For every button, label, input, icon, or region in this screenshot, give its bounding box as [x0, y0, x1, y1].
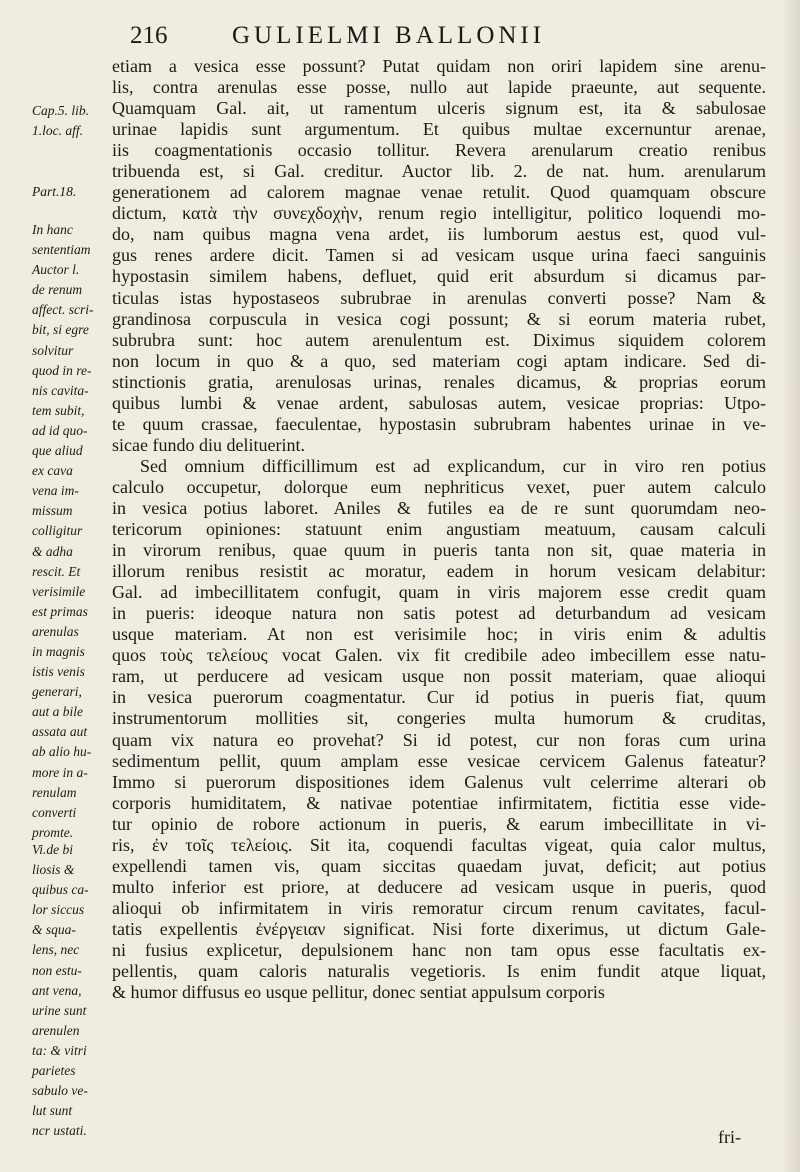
- margin-note-line: missum: [32, 503, 73, 519]
- margin-note-line: ab alio hu-: [32, 744, 92, 760]
- margin-note-line: ta: & vitri: [32, 1042, 87, 1058]
- text-line: multo inferior est priore, at deducere ad vesicam usque in pueris, quod: [112, 876, 766, 897]
- margin-note-cap: [32, 101, 112, 141]
- margin-note-line: urine sunt: [32, 1002, 87, 1018]
- margin-note-line: liosis &: [32, 862, 75, 878]
- text-line: gus renes ardere dicit. Tamen si ad vesicam usque urina faeci sanguinis: [112, 245, 766, 266]
- text-line: instrumentorum mollities sit, congeries multa humorum & cruditas,: [112, 708, 766, 729]
- margin-note-line: 1.loc. aff.: [32, 123, 83, 139]
- text-line: tericorum opiniones: statuunt enim angustiam meatuum, causam calculi: [112, 519, 766, 540]
- text-line: etiam a vesica esse possunt? Putat quidam non oriri lapidem sine arenu-: [112, 56, 766, 76]
- text-line: expellendi tamen vis, quam siccitas quaedam juvat, deficit; aut potius: [112, 855, 766, 876]
- margin-note-line: more in a-: [32, 764, 88, 780]
- margin-note-line: lut sunt: [32, 1103, 73, 1119]
- text-line: sicae fundo diu delituerint.: [112, 434, 305, 455]
- text-line: grandinosa corpuscula in vesica cogi possunt; & si eorum materia rubet,: [112, 308, 766, 329]
- margin-note-line: nis cavita-: [32, 382, 89, 398]
- text-line: stinctionis gratia, arenulosas urinas, renales dicamus, & proprias eorum: [112, 371, 766, 392]
- margin-note-line: lor siccus: [32, 902, 85, 918]
- text-line: quibus lumbi & venae ardent, sabulosas autem, vesicae proprias: Utpo-: [112, 392, 766, 413]
- text-line: usque materiam. At non est verisimile hoc; in viris enim & adultis: [112, 624, 766, 645]
- margin-note-line: assata aut: [32, 724, 88, 740]
- margin-note-line: Cap.5. lib.: [32, 103, 90, 118]
- margin-note-line: converti: [32, 804, 77, 820]
- margin-note-line: aut a bile: [32, 704, 83, 720]
- margin-note-line: arenulas: [32, 623, 79, 639]
- running-head: GULIELMI BALLONII: [232, 22, 546, 49]
- margin-note-line: & squa-: [32, 922, 76, 938]
- margin-note-line: tem subit,: [32, 402, 85, 418]
- body-text: [112, 56, 766, 1003]
- text-line: corporis humiditatem, & nativae potentiae infirmitatem, fictitia esse vide-: [112, 792, 766, 813]
- text-line: ticulas istas hypostaseos subrubrae in arenulas converti posse? Nam &: [112, 287, 766, 308]
- gutter-shadow: [782, 0, 800, 1172]
- text-line: iis coagmentationis occasio tollitur. Revera arenularum creatio renibus: [112, 140, 766, 161]
- text-line: do, nam quibus magna vena ardet, iis lumborum aestus est, quod vul-: [112, 224, 766, 245]
- text-line: generationem ad calorem magnae venae retulit. Quod quamquam obscure: [112, 182, 766, 203]
- margin-note-line: in magnis: [32, 643, 85, 659]
- margin-note-line: Auctor l.: [32, 262, 80, 278]
- margin-notes: [0, 0, 110, 1172]
- margin-note-line: verisimile: [32, 583, 86, 599]
- text-line: tur opinio de robore actionum in pueris, & earum imbecillitate in vi-: [112, 813, 766, 834]
- margin-note-line: rescit. Et: [32, 563, 81, 579]
- margin-note-line: istis venis: [32, 664, 85, 680]
- margin-note-line: est primas: [32, 603, 88, 619]
- text-line: lis, contra arenulas esse posse, nullo aut lapide praeunte, aut sequente.: [112, 77, 766, 98]
- margin-note-line: colligitur: [32, 523, 83, 539]
- text-line: Quamquam Gal. ait, ut ramentum ulceris signum est, ita & sabulosae: [112, 98, 766, 119]
- page-number: 216: [130, 22, 168, 49]
- text-line: calculo occupetur, dolorque eum nephriticus vexet, puer autem calculo: [112, 476, 766, 497]
- text-line: Gal. ad imbecillitatem confugit, quam in viris majorem esse credit quam: [112, 582, 766, 603]
- margin-note-line: solvitur: [32, 342, 74, 358]
- text-line: alioqui ob infirmitatem in viris remoratur circum renum cavitates, facul-: [112, 897, 766, 918]
- margin-note-line: vena im-: [32, 483, 79, 499]
- text-line: sedimentum pellit, quum amplam esse vesicae cervicem Galenus fateatur?: [112, 750, 766, 771]
- margin-note-line: sabulo ve-: [32, 1083, 88, 1099]
- text-line: in pueris: ideoque natura non satis potest ad deturbandum ad vesicam: [112, 603, 766, 624]
- margin-note-line: affect. scri-: [32, 302, 94, 318]
- text-line: hypostasin similem habens, defluet, quid erit absurdum si dicamus par-: [112, 266, 766, 287]
- margin-note-line: Vi.de bi: [32, 842, 73, 857]
- text-line: in virorum renibus, quae quum in pueris tanta non sit, quae materia in: [112, 540, 766, 561]
- margin-note-line: & adha: [32, 543, 73, 559]
- margin-note-line: arenulen: [32, 1022, 80, 1038]
- margin-note-vide: [32, 840, 112, 1141]
- text-line: illorum renibus resistit ac moratur, eadem in horum vesicam delabitur:: [112, 561, 766, 582]
- margin-note-line: quibus ca-: [32, 882, 89, 898]
- text-line: dictum, κατὰ τὴν συνεχδοχὴν, renum regio intelligitur, politico loquendi mo-: [112, 203, 766, 224]
- margin-note-line: bit, si egre: [32, 322, 89, 338]
- text-line: subrubra sunt: hoc autem arenulentum est. Diximus siquidem colorem: [112, 329, 766, 350]
- text-line: & humor diffusus eo usque pellitur, donec sentiat appulsum corporis: [112, 982, 605, 1003]
- text-line: Sed omnium difficillimum est ad explicandum, cur in viro ren potius: [140, 455, 766, 476]
- margin-note-line: ant vena,: [32, 982, 82, 998]
- text-line: tatis expellentis ἐνέργειαν significat. Nisi forte dixerimus, ut dictum Gale-: [112, 918, 766, 939]
- margin-note-line: lens, nec: [32, 942, 80, 958]
- text-line: quos τοὺς τελείους vocat Galen. vix fit credibile adeo imbecillem esse natu-: [112, 645, 766, 666]
- margin-note-line: ad id quo-: [32, 422, 88, 438]
- text-line: te quum crassae, faeculentae, hypostasin subrubram habentes urinae in ve-: [112, 413, 766, 434]
- text-line: in vesica puerorum coagmentatur. Cur id potius in pueris fiat, quum: [112, 687, 766, 708]
- page-header: [0, 14, 800, 54]
- margin-note-line: renulam: [32, 784, 77, 800]
- margin-note-line: que aliud: [32, 443, 83, 459]
- margin-note-line: generari,: [32, 684, 82, 700]
- text-line: in vesica potius laboret. Aniles & futiles ea de re sunt quorumdam neo-: [112, 497, 766, 518]
- margin-note-line: promte.: [32, 824, 74, 840]
- margin-note-line: Part.18.: [32, 184, 77, 199]
- text-line: Immo si puerorum dispositiones idem Galenus vult celerrime alterari ob: [112, 771, 766, 792]
- margin-note-line: sententiam: [32, 242, 91, 258]
- margin-note-line: parietes: [32, 1063, 76, 1079]
- margin-note-line: ncr ustati.: [32, 1123, 87, 1139]
- margin-note-part: [32, 182, 112, 202]
- text-line: ris, ἐν τοῖς τελείοις. Sit ita, coquendi facultas vigeat, quia calor multus,: [112, 834, 766, 855]
- margin-note-line: ex cava: [32, 463, 73, 479]
- text-line: urinae lapidis sunt argumentum. Et quibus multae excernuntur arenae,: [112, 119, 766, 140]
- margin-note-line: de renum: [32, 282, 83, 298]
- text-line: non locum in quo & a quo, sed materiam cogi aptam indicare. Sed di-: [112, 350, 766, 371]
- text-line: quam vix natura eo provehat? Si id potest, cur non foras cum urina: [112, 729, 766, 750]
- margin-note-line: quod in re-: [32, 362, 92, 378]
- text-line: ram, ut perducere ad vesicam usque non possit materiam, quae alioqui: [112, 666, 766, 687]
- text-line: ni fusius explicetur, depulsionem hanc non tam opus esse facultatis ex-: [112, 939, 766, 960]
- margin-note-line: non estu-: [32, 962, 82, 978]
- margin-note-line: In hanc: [32, 222, 73, 237]
- margin-note-in-hanc: [32, 220, 112, 843]
- text-line: tribuenda est, si Gal. creditur. Auctor lib. 2. de nat. hum. arenularum: [112, 161, 766, 182]
- catchword: fri-: [718, 1127, 741, 1147]
- text-line: pellentis, quam caloris naturalis vegetioris. Is enim fundit atque liquat,: [112, 961, 766, 982]
